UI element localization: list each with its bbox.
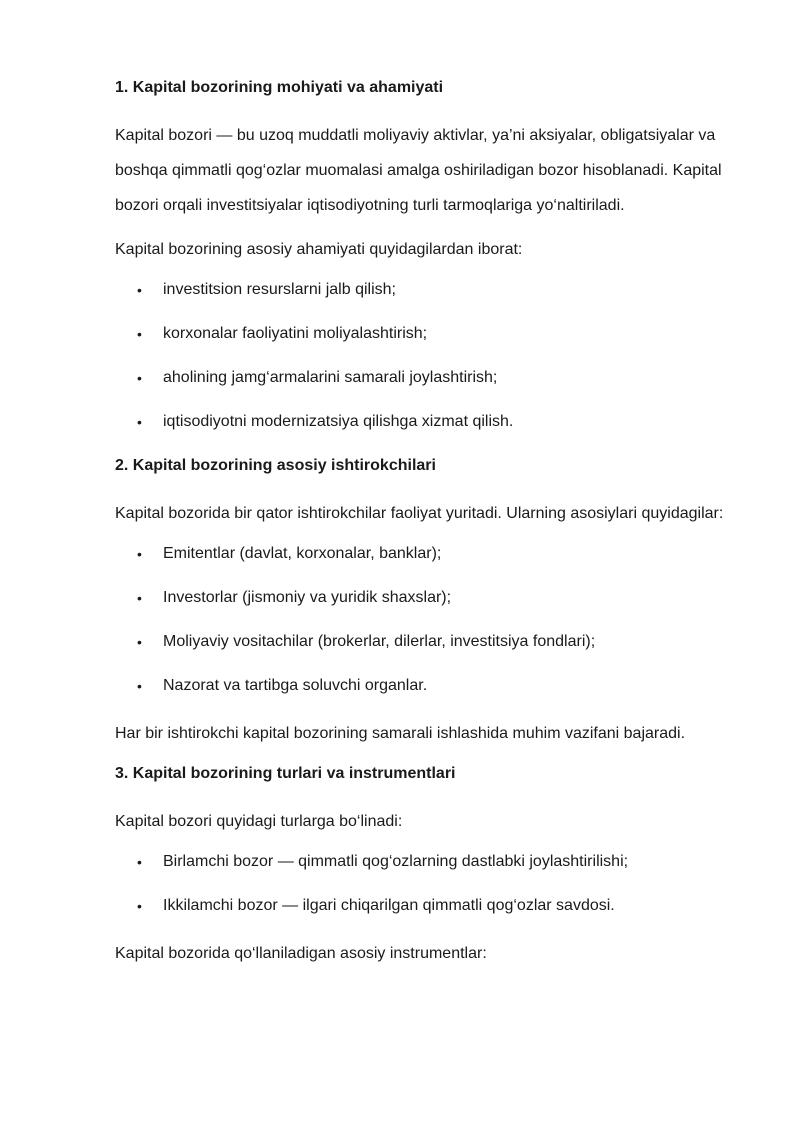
bullet-icon: • — [137, 414, 142, 430]
bullet-icon: • — [137, 370, 142, 386]
list-item — [115, 276, 765, 304]
bullet-icon: • — [137, 854, 142, 870]
list-item — [115, 320, 765, 348]
list-item-text: Nazorat va tartibga soluvchi organlar. — [163, 677, 428, 694]
list-item-text: Emitentlar (davlat, korxonalar, banklar); — [163, 545, 442, 562]
section-2-paragraph-2: Har bir ishtirokchi kapital bozorining samarali ishlashida muhim vazifani bajaradi. — [115, 725, 686, 742]
list-item — [115, 892, 765, 920]
section-1-bullet-list — [115, 276, 765, 436]
list-item — [115, 364, 765, 392]
section-1-heading: 1. Kapital bozorining mohiyati va ahamiyati — [115, 79, 444, 96]
section-2-paragraph-1: Kapital bozorida bir qator ishtirokchilar faoliyat yuritadi. Ularning asosiylari quyidagilar: — [115, 505, 724, 522]
section-1-paragraph-1: Kapital bozori — bu uzoq muddatli moliyaviy aktivlar, ya’ni aksiyalar, obligatsiyalar va boshqa qimmatli qog‘ozlar muomalasi amalga oshiriladigan bozor hisoblanadi. Kapital bozori orqali investitsiyalar iqtisodiyotning turli tarmoqlariga yo‘naltiriladi. — [115, 127, 722, 214]
bullet-icon: • — [137, 898, 142, 914]
list-item-text: iqtisodiyotni modernizatsiya qilishga xizmat qilish. — [163, 413, 514, 430]
bullet-icon: • — [137, 326, 142, 342]
document-page — [115, 74, 765, 980]
bullet-icon: • — [137, 546, 142, 562]
section-1-paragraph-2: Kapital bozorining asosiy ahamiyati quyidagilardan iborat: — [115, 241, 523, 258]
list-item-text: korxonalar faoliyatini moliyalashtirish; — [163, 325, 428, 342]
list-item-text: Birlamchi bozor — qimmatli qog‘ozlarning dastlabki joylashtirilishi; — [163, 853, 629, 870]
list-item — [115, 628, 765, 656]
section-2-heading: 2. Kapital bozorining asosiy ishtirokchilari — [115, 457, 436, 474]
list-item-text: aholining jamg‘armalarini samarali joylashtirish; — [163, 369, 498, 386]
list-item — [115, 408, 765, 436]
section-2-bullet-list — [115, 540, 765, 700]
list-item-text: investitsion resurslarni jalb qilish; — [163, 281, 396, 298]
section-3-heading: 3. Kapital bozorining turlari va instrumentlari — [115, 765, 456, 782]
list-item — [115, 584, 765, 612]
list-item-text: Ikkilamchi bozor — ilgari chiqarilgan qimmatli qog‘ozlar savdosi. — [163, 897, 615, 914]
bullet-icon: • — [137, 634, 142, 650]
bullet-icon: • — [137, 282, 142, 298]
list-item-text: Investorlar (jismoniy va yuridik shaxslar); — [163, 589, 452, 606]
section-3-bullet-list — [115, 848, 765, 920]
list-item-text: Moliyaviy vositachilar (brokerlar, dilerlar, investitsiya fondlari); — [163, 633, 596, 650]
list-item — [115, 540, 765, 568]
bullet-icon: • — [137, 678, 142, 694]
list-item — [115, 672, 765, 700]
section-3-paragraph-2: Kapital bozorida qo‘llaniladigan asosiy instrumentlar: — [115, 945, 487, 962]
list-item — [115, 848, 765, 876]
section-3-paragraph-1: Kapital bozori quyidagi turlarga bo‘linadi: — [115, 813, 403, 830]
bullet-icon: • — [137, 590, 142, 606]
